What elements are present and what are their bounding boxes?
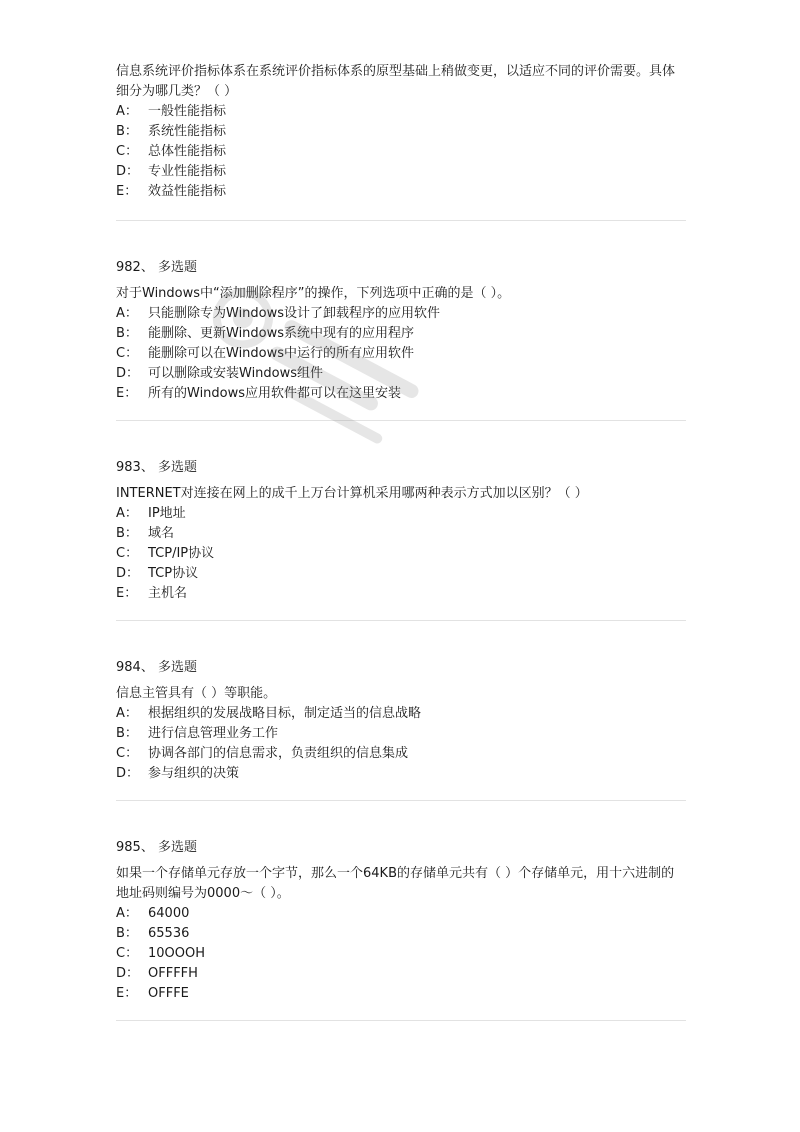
- option-b: B： 65536: [116, 926, 190, 941]
- question-type: 多选题: [157, 660, 197, 675]
- question-type: 多选题: [157, 260, 197, 275]
- question-header: [116, 458, 686, 478]
- question-982: [116, 258, 686, 404]
- question-header: [116, 838, 686, 858]
- option-c: C： 10OOOH: [116, 946, 206, 961]
- option-d: D： TCP协议: [116, 566, 199, 581]
- question-number: 985、: [116, 840, 154, 855]
- option-b: B： 系统性能指标: [116, 124, 227, 139]
- question-985: [116, 838, 686, 1004]
- question-number: 984、: [116, 660, 154, 675]
- question-text: INTERNET对连接在网上的成千上万台计算机采用哪两种表示方式加以区别？（ ）: [116, 486, 588, 501]
- question-divider: [116, 420, 686, 421]
- option-e: E： 所有的Windows应用软件都可以在这里安装: [116, 386, 402, 401]
- question-text: 如果一个存储单元存放一个字节，那么一个64KB的存储单元共有（ ）个存储单元，用十六进制的地址码则编号为0000～（ ）。: [116, 866, 675, 901]
- option-a: A： 根据组织的发展战略目标，制定适当的信息战略: [116, 706, 422, 721]
- option-e: E： OFFFE: [116, 986, 189, 1001]
- option-e: E： 效益性能指标: [116, 184, 227, 199]
- option-d: D： 专业性能指标: [116, 164, 227, 179]
- question-header: [116, 658, 686, 678]
- option-d: D： 可以删除或安装Windows组件: [116, 366, 324, 381]
- question-divider: [116, 800, 686, 801]
- option-c: C： 能删除可以在Windows中运行的所有应用软件: [116, 346, 415, 361]
- question-type: 多选题: [157, 840, 197, 855]
- option-b: B： 进行信息管理业务工作: [116, 726, 279, 741]
- question-text: 信息系统评价指标体系在系统评价指标体系的原型基础上稍做变更，以适应不同的评价需要。具体细分为哪几类？（ ）: [116, 64, 676, 99]
- option-d: D： 参与组织的决策: [116, 766, 240, 781]
- question-981: [116, 62, 686, 202]
- question-number: 983、: [116, 460, 154, 475]
- question-text: 信息主管具有（ ）等职能。: [116, 686, 277, 701]
- option-c: C： 协调各部门的信息需求，负责组织的信息集成: [116, 746, 409, 761]
- question-header: [116, 258, 686, 278]
- option-a: A： 一般性能指标: [116, 104, 227, 119]
- question-type: 多选题: [157, 460, 197, 475]
- question-number: 982、: [116, 260, 154, 275]
- option-c: C： 总体性能指标: [116, 144, 227, 159]
- question-divider: [116, 220, 686, 221]
- question-divider: [116, 620, 686, 621]
- option-b: B： 域名: [116, 526, 175, 541]
- option-a: A： IP地址: [116, 506, 186, 521]
- question-divider: [116, 1020, 686, 1021]
- question-text: 对于Windows中“添加删除程序”的操作，下列选项中正确的是（ ）。: [116, 286, 511, 301]
- option-a: A： 64000: [116, 906, 190, 921]
- option-a: A： 只能删除专为Windows设计了卸载程序的应用软件: [116, 306, 441, 321]
- question-984: [116, 658, 686, 784]
- option-c: C： TCP/IP协议: [116, 546, 215, 561]
- option-b: B： 能删除、更新Windows系统中现有的应用程序: [116, 326, 415, 341]
- option-d: D： OFFFFH: [116, 966, 198, 981]
- question-983: [116, 458, 686, 604]
- option-e: E： 主机名: [116, 586, 188, 601]
